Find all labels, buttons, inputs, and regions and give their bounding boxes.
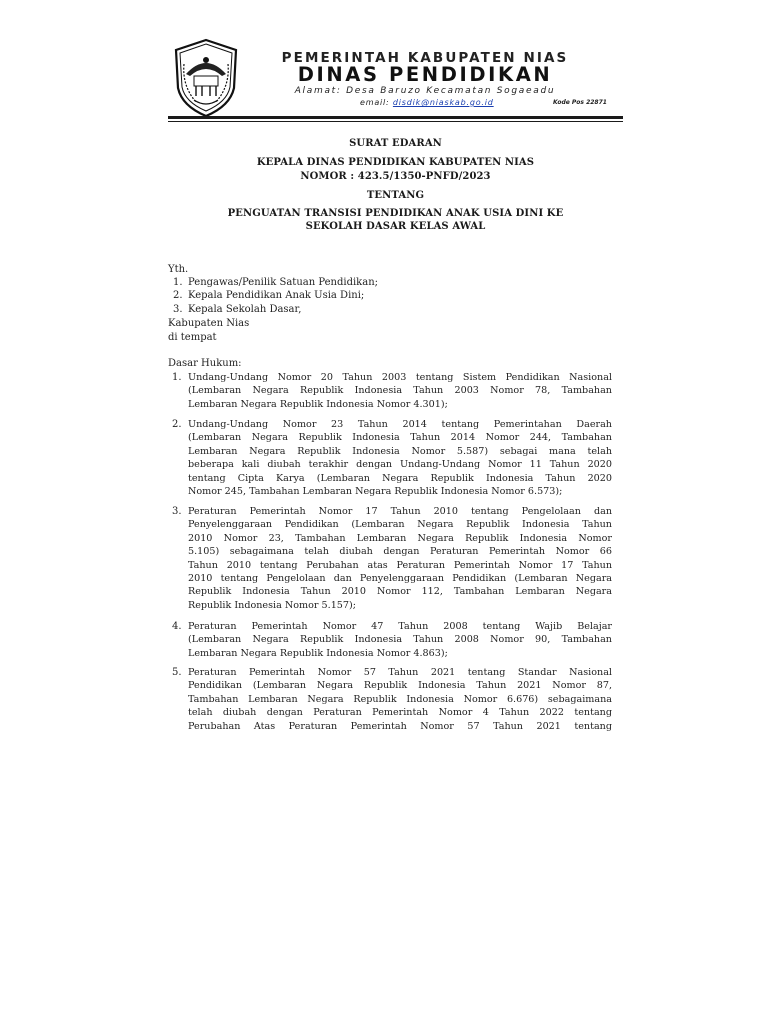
legal-basis-item: [188, 371, 612, 411]
legal-basis-line: Lembaran Negara Republik Indonesia Nomor 5.587) sebagai mana telah: [188, 445, 612, 457]
document-subject-line-1: PENGUATAN TRANSISI PENDIDIKAN ANAK USIA DINI KE: [227, 208, 564, 219]
legal-basis-line: 2010 tentang Pengelolaan dan Penyelenggaraan Pendidikan (Lembaran Negara: [188, 573, 612, 585]
legal-basis-line: (Lembaran Negara Republik Indonesia Tahun 2003 Nomor 78, Tambahan: [188, 385, 612, 397]
recipient-greeting: Yth.: [168, 264, 189, 275]
legal-basis-item: [188, 620, 612, 660]
letterhead-government: PEMERINTAH KABUPATEN NIAS: [281, 50, 569, 66]
legal-basis-number: 3.: [172, 506, 182, 517]
legal-basis-item: [188, 505, 612, 612]
letterhead-divider-thin: [168, 121, 623, 122]
legal-basis-line: tentang Cipta Karya (Lembaran Negara Republik Indonesia Tahun 2020: [188, 472, 612, 484]
letterhead-divider-thick: [168, 116, 623, 119]
legal-basis-line: Undang-Undang Nomor 20 Tahun 2003 tentang Sistem Pendidikan Nasional: [188, 372, 612, 383]
legal-basis-line: telah diubah dengan Peraturan Pemerintah Nomor 4 Tahun 2022 tentang: [188, 707, 612, 719]
legal-basis-line: 2010 Nomor 23, Tambahan Lembaran Negara Republik Indonesia Nomor: [188, 532, 612, 544]
legal-basis-line: Republik Indonesia Nomor 5.157);: [188, 599, 356, 611]
recipient-item: Kepala Pendidikan Anak Usia Dini;: [188, 290, 365, 301]
recipient-number: 1.: [173, 277, 183, 288]
legal-basis-line: 5.105) sebagaimana telah diubah dengan Peraturan Pemerintah Nomor 66: [188, 546, 612, 558]
recipient-item: Kepala Sekolah Dasar,: [188, 304, 302, 315]
document-issuer: KEPALA DINAS PENDIDIKAN KABUPATEN NIAS: [256, 157, 535, 168]
legal-basis-line: Republik Indonesia Tahun 2010 Nomor 112, Tambahan Lembaran Negara: [188, 586, 612, 598]
legal-basis-line: Pendidikan (Lembaran Negara Republik Indonesia Tahun 2021 Nomor 87,: [188, 680, 612, 692]
legal-basis-line: Penyelenggaraan Pendidikan (Lembaran Negara Republik Indonesia Tahun: [188, 519, 612, 531]
legal-basis-line: Peraturan Pemerintah Nomor 17 Tahun 2010 tentang Pengelolaan dan: [188, 506, 612, 517]
legal-basis-number: 1.: [172, 372, 182, 383]
document-type: SURAT EDARAN: [349, 138, 442, 149]
document-about-label: TENTANG: [366, 190, 425, 201]
legal-basis-line: Peraturan Pemerintah Nomor 47 Tahun 2008 tentang Wajib Belajar: [188, 621, 612, 632]
recipient-number: 3.: [173, 304, 183, 315]
legal-basis-number: 4.: [172, 621, 182, 632]
legal-basis-line: Tahun 2010 tentang Perubahan atas Peraturan Pemerintah Nomor 17 Tahun: [188, 559, 612, 571]
legal-basis-line: Lembaran Negara Republik Indonesia Nomor 4.863);: [188, 647, 448, 659]
nias-regency-emblem-icon: [172, 38, 240, 118]
legal-basis-line: Nomor 245, Tambahan Lembaran Negara Republik Indonesia Nomor 6.573);: [188, 486, 563, 498]
email-link[interactable]: disdik@niaskab.go.id: [392, 98, 494, 107]
legal-basis-line: (Lembaran Negara Republik Indonesia Tahun 2008 Nomor 90, Tambahan: [188, 634, 612, 646]
legal-basis-line: Peraturan Pemerintah Nomor 57 Tahun 2021 tentang Standar Nasional: [188, 667, 612, 678]
legal-basis-number: 2.: [172, 419, 182, 430]
recipient-item: Pengawas/Penilik Satuan Pendidikan;: [188, 277, 379, 288]
letterhead-email-line: [360, 98, 494, 107]
legal-basis-line: beberapa kali diubah terakhir dengan Undang-Undang Nomor 11 Tahun 2020: [188, 459, 612, 471]
letterhead-postal-code: Kode Pos 22871: [553, 99, 607, 106]
document-subject-line-2: SEKOLAH DASAR KELAS AWAL: [305, 221, 486, 232]
legal-basis-item: [188, 418, 612, 498]
legal-basis-line: Undang-Undang Nomor 23 Tahun 2014 tentang Pemerintahan Daerah: [188, 419, 612, 430]
legal-basis-line: (Lembaran Negara Republik Indonesia Tahun 2014 Nomor 244, Tambahan: [188, 432, 612, 444]
recipient-region: Kabupaten Nias: [168, 318, 250, 329]
legal-basis-number: 5.: [172, 667, 182, 678]
legal-basis-heading: Dasar Hukum:: [168, 358, 242, 369]
legal-basis-item: [188, 666, 612, 733]
document-number: NOMOR : 423.5/1350-PNFD/2023: [300, 171, 491, 182]
recipient-number: 2.: [173, 290, 183, 301]
legal-basis-line: Perubahan Atas Peraturan Pemerintah Nomor 57 Tahun 2021 tentang: [188, 720, 612, 732]
email-label: email:: [360, 98, 393, 107]
legal-basis-line: Tambahan Lembaran Negara Republik Indonesia Nomor 6.676) sebagaimana: [188, 693, 612, 705]
legal-basis-line: Lembaran Negara Republik Indonesia Nomor 4.301);: [188, 398, 448, 410]
letterhead-agency: DINAS PENDIDIKAN: [297, 63, 553, 86]
recipient-place: di tempat: [168, 332, 217, 343]
letterhead-address: Alamat: Desa Baruzo Kecamatan Sogaeadu: [294, 86, 556, 96]
